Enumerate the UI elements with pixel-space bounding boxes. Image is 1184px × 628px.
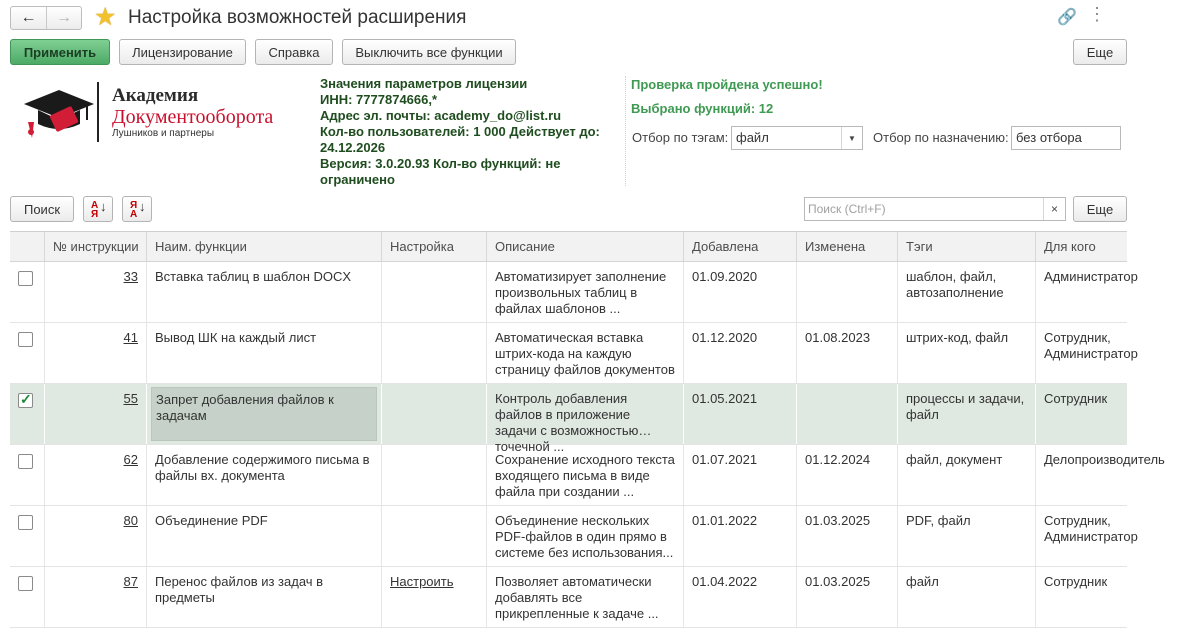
- navigation-buttons: [10, 6, 82, 30]
- changed-date: 01.03.2025: [797, 506, 898, 566]
- for-whom: Делопроизводитель: [1044, 452, 1165, 467]
- description: Позволяет автоматически добавлять все прикрепленные к задаче ...: [495, 574, 659, 621]
- sort-desc-letter-a: Я: [130, 200, 138, 211]
- for-whom: Сотрудник: [1044, 391, 1108, 406]
- help-button[interactable]: Справка: [255, 39, 333, 65]
- license-heading: Значения параметров лицензии: [320, 76, 528, 91]
- row-checkbox-checked[interactable]: [18, 393, 33, 408]
- sort-ascending-button[interactable]: [83, 196, 113, 222]
- setting-cell: [382, 323, 487, 383]
- favorite-star-icon[interactable]: ★: [94, 3, 117, 31]
- window-title: Настройка возможностей расширения: [128, 7, 467, 28]
- instruction-link[interactable]: 62: [123, 452, 138, 467]
- table-row[interactable]: [10, 262, 1138, 323]
- description: Автоматизирует заполнение произвольных таблиц в файлах шаблонов ...: [495, 269, 667, 316]
- setting-cell: [382, 445, 487, 505]
- dropdown-arrow-icon[interactable]: ▼: [841, 127, 862, 149]
- changed-date: 01.03.2025: [797, 567, 898, 627]
- license-version: Версия: 3.0.20.93 Кол-во функций: не ограничено: [320, 156, 561, 187]
- added-date: 01.07.2021: [684, 445, 797, 505]
- arrow-left-icon: ←: [20, 9, 37, 26]
- setting-cell: [382, 384, 487, 444]
- for-whom: Сотрудник: [1044, 574, 1108, 589]
- tags: PDF, файл: [906, 513, 971, 528]
- table-row-selected[interactable]: [10, 384, 1127, 454]
- arrow-right-icon: →: [56, 9, 72, 26]
- tags: файл, документ: [906, 452, 1003, 467]
- description: Объединение нескольких PDF-файлов в один прямо в системе без использования...: [495, 513, 674, 560]
- functions-table: [10, 231, 1165, 628]
- instruction-link[interactable]: 33: [123, 269, 138, 284]
- purpose-filter-label: Отбор по назначению:: [873, 130, 1009, 145]
- graduation-cap-logo-icon: [22, 80, 96, 144]
- changed-date: 01.12.2024: [797, 445, 898, 505]
- setting-cell: [382, 262, 487, 322]
- added-date: 01.12.2020: [684, 323, 797, 383]
- for-whom: Администратор: [1044, 269, 1138, 284]
- table-row[interactable]: [10, 323, 1138, 384]
- table-row[interactable]: [10, 567, 1127, 628]
- logo-subtitle: Лушников и партнеры: [112, 128, 215, 139]
- disable-all-button[interactable]: Выключить все функции: [342, 39, 516, 65]
- changed-date: [797, 262, 898, 322]
- column-header-name[interactable]: Наим. функции: [147, 232, 382, 261]
- changed-date: [797, 384, 898, 444]
- license-email: Адрес эл. почты: academy_do@list.ru: [320, 108, 562, 123]
- column-header-check[interactable]: [10, 232, 45, 261]
- table-header: [10, 232, 1127, 262]
- function-name: Вывод ШК на каждый лист: [147, 323, 382, 383]
- search-button[interactable]: Поиск: [10, 196, 74, 222]
- logo-title-second: Документооборота: [112, 106, 274, 128]
- setting-cell: [382, 506, 487, 566]
- table-row[interactable]: [10, 506, 1138, 567]
- search-input[interactable]: [804, 197, 1066, 221]
- description: Сохранение исходного текста входящего письма в виде файла при создании ...: [495, 452, 675, 499]
- row-checkbox[interactable]: [18, 515, 33, 530]
- license-users: Кол-во пользователей: 1 000 Действует до: 24.12.2026: [320, 124, 600, 155]
- tags: штрих-код, файл: [906, 330, 1009, 345]
- column-header-tags[interactable]: Тэги: [898, 232, 1036, 261]
- column-header-setting[interactable]: Настройка: [382, 232, 487, 261]
- tags: процессы и задачи, файл: [906, 391, 1025, 422]
- added-date: 01.05.2021: [684, 384, 797, 444]
- purpose-filter-select[interactable]: [1011, 126, 1121, 150]
- tags: файл: [906, 574, 939, 589]
- more-button[interactable]: Еще: [1073, 39, 1127, 65]
- description: Автоматическая вставка штрих-кода на каждую страницу файлов документов: [495, 330, 675, 377]
- tags: шаблон, файл, автозаполнение: [906, 269, 1004, 300]
- tags-filter-value: файл: [736, 130, 769, 145]
- instruction-link[interactable]: 80: [123, 513, 138, 528]
- logo-title: Академия: [112, 85, 199, 106]
- tags-filter-label: Отбор по тэгам:: [632, 130, 729, 145]
- instruction-link[interactable]: 55: [123, 391, 138, 406]
- apply-button[interactable]: Применить: [10, 39, 110, 65]
- link-icon[interactable]: 🔗: [1057, 9, 1077, 26]
- row-checkbox[interactable]: [18, 332, 33, 347]
- license-inn: ИНН: 7777874666,*: [320, 92, 438, 107]
- license-info: [320, 76, 620, 188]
- search-placeholder: Поиск (Ctrl+F): [808, 202, 886, 216]
- list-more-button[interactable]: Еще: [1073, 196, 1127, 222]
- sort-asc-letter-a: А: [91, 200, 99, 211]
- company-logo: [22, 80, 302, 150]
- licensing-button[interactable]: Лицензирование: [119, 39, 246, 65]
- column-header-description[interactable]: Описание: [487, 232, 684, 261]
- configure-link[interactable]: Настроить: [390, 574, 454, 589]
- more-vertical-icon[interactable]: ⋮: [1088, 4, 1106, 24]
- row-checkbox[interactable]: [18, 576, 33, 591]
- instruction-link[interactable]: 41: [123, 330, 138, 345]
- column-header-for-whom[interactable]: Для кого: [1044, 239, 1096, 254]
- logo-divider: [97, 82, 99, 142]
- function-name: Перенос файлов из задач в предметы: [147, 567, 382, 627]
- table-row[interactable]: [10, 445, 1165, 506]
- row-checkbox[interactable]: [18, 454, 33, 469]
- column-header-number[interactable]: № инструкции: [45, 232, 147, 261]
- sort-desc-letter-b: А: [130, 209, 138, 220]
- column-header-added[interactable]: Добавлена: [684, 232, 797, 261]
- instruction-link[interactable]: 87: [123, 574, 138, 589]
- added-date: 01.01.2022: [684, 506, 797, 566]
- changed-date: 01.08.2023: [797, 323, 898, 383]
- check-status: Проверка пройдена успешно!: [631, 77, 823, 92]
- sort-down-arrow-icon: ↓: [139, 199, 146, 214]
- vertical-divider: [625, 76, 626, 186]
- for-whom: Сотрудник, Администратор: [1044, 330, 1138, 361]
- function-name: Вставка таблиц в шаблон DOCX: [147, 262, 382, 322]
- row-checkbox[interactable]: [18, 271, 33, 286]
- selected-count: Выбрано функций: 12: [631, 101, 774, 116]
- function-name: Объединение PDF: [147, 506, 382, 566]
- added-date: 01.09.2020: [684, 262, 797, 322]
- purpose-filter-value: без отбора: [1016, 130, 1082, 145]
- function-name: Добавление содержимого письма в файлы вх. документа: [147, 445, 382, 505]
- description: Контроль добавления файлов в приложение задачи с возможностью точечной ...: [495, 391, 639, 454]
- sort-asc-letter-b: Я: [91, 209, 99, 220]
- for-whom: Сотрудник, Администратор: [1044, 513, 1138, 544]
- forward-button[interactable]: [46, 7, 81, 29]
- function-name: Запрет добавления файлов к задачам: [156, 392, 334, 423]
- tags-filter-select[interactable]: [731, 126, 863, 150]
- sort-down-arrow-icon: ↓: [100, 199, 107, 214]
- added-date: 01.04.2022: [684, 567, 797, 627]
- clear-search-icon[interactable]: ×: [1043, 198, 1065, 220]
- column-header-changed[interactable]: Изменена: [797, 232, 898, 261]
- sort-descending-button[interactable]: [122, 196, 152, 222]
- back-button[interactable]: [11, 7, 46, 29]
